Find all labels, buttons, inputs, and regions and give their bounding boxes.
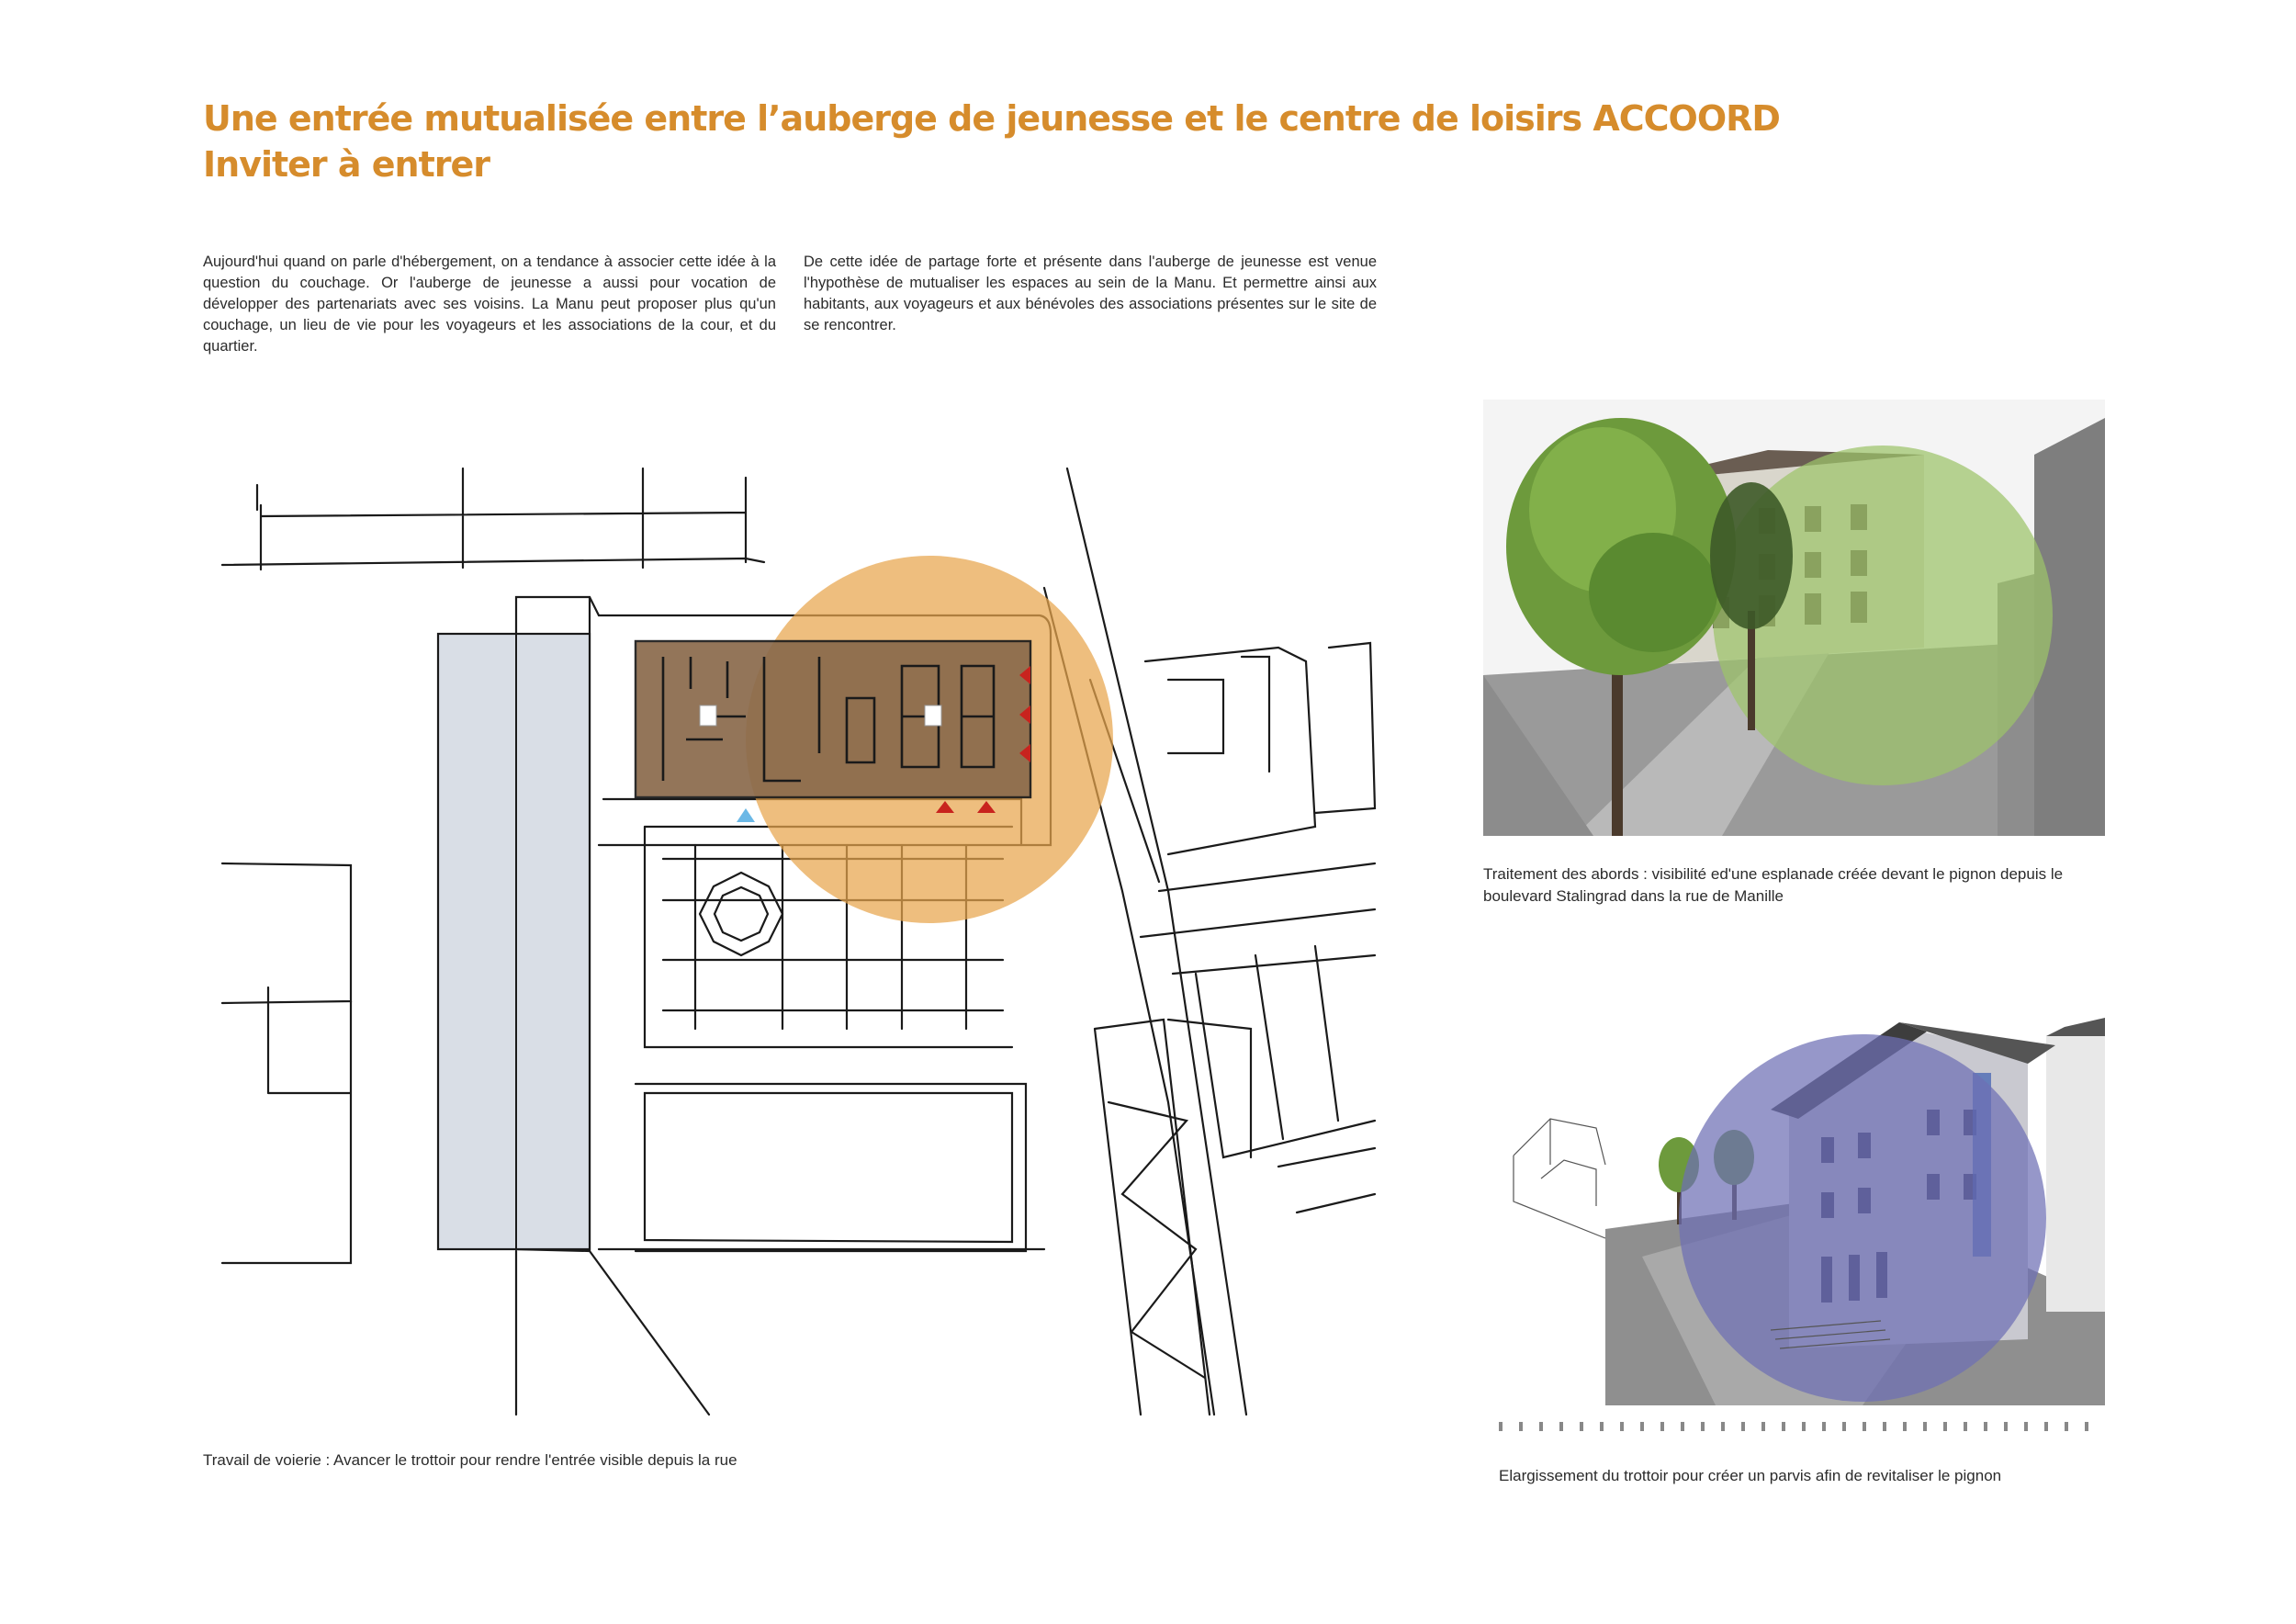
render-bottom-caption: Elargissement du trottoir pour créer un parvis afin de revitaliser le pignon (1499, 1467, 2002, 1484)
hostel-building (636, 641, 1030, 797)
site-plan-drawing (213, 459, 1379, 1424)
site-plan-sketch (213, 459, 1379, 1424)
render-top-caption: Traitement des abords : visibilité ed'une esplanade créée devant le pignon depuis le boulevard Stalingrad dans la rue de Manille (1483, 865, 2064, 905)
page-title (203, 96, 1780, 187)
blue-zone-circle (1679, 1034, 2046, 1402)
title-line-2: Inviter à entrer (203, 144, 490, 185)
render-parvis-drawing (1495, 981, 2105, 1405)
title-line-1: Une entrée mutualisée entre l’auberge de jeunesse et le centre de loisirs ACCOORD (203, 98, 1780, 139)
blue-triangle-icon (737, 808, 755, 822)
intro-paragraph-left: Aujourd'hui quand on parle d'hébergement, on a tendance à associer cette idée à la question du couchage. Or l'auberge de jeunesse a aussi pour vocation de développer des partenariats avec ses voisins. La Manu peut proposer plus qu'un couchage, un lieu de vie pour les voyageurs et les associations de la cour, et du quartier. (203, 254, 776, 355)
street-band (438, 634, 590, 1249)
render-esplanade (1483, 400, 2105, 836)
render-esplanade-drawing (1483, 400, 2105, 836)
intro-paragraph-right: De cette idée de partage forte et présente dans l'auberge de jeunesse est venue l'hypothèse de mutualiser les espaces au sein de la Manu. Et permettre ainsi aux habitants, aux voyageurs et aux bénévoles des associations présentes sur le site de se rencontrer. (804, 254, 1377, 333)
render-parvis (1495, 981, 2105, 1405)
plan-caption: Travail de voierie : Avancer le trottoir pour rendre l'entrée visible depuis la rue (203, 1451, 737, 1469)
cropped-caption-fragment (1499, 1422, 2105, 1431)
